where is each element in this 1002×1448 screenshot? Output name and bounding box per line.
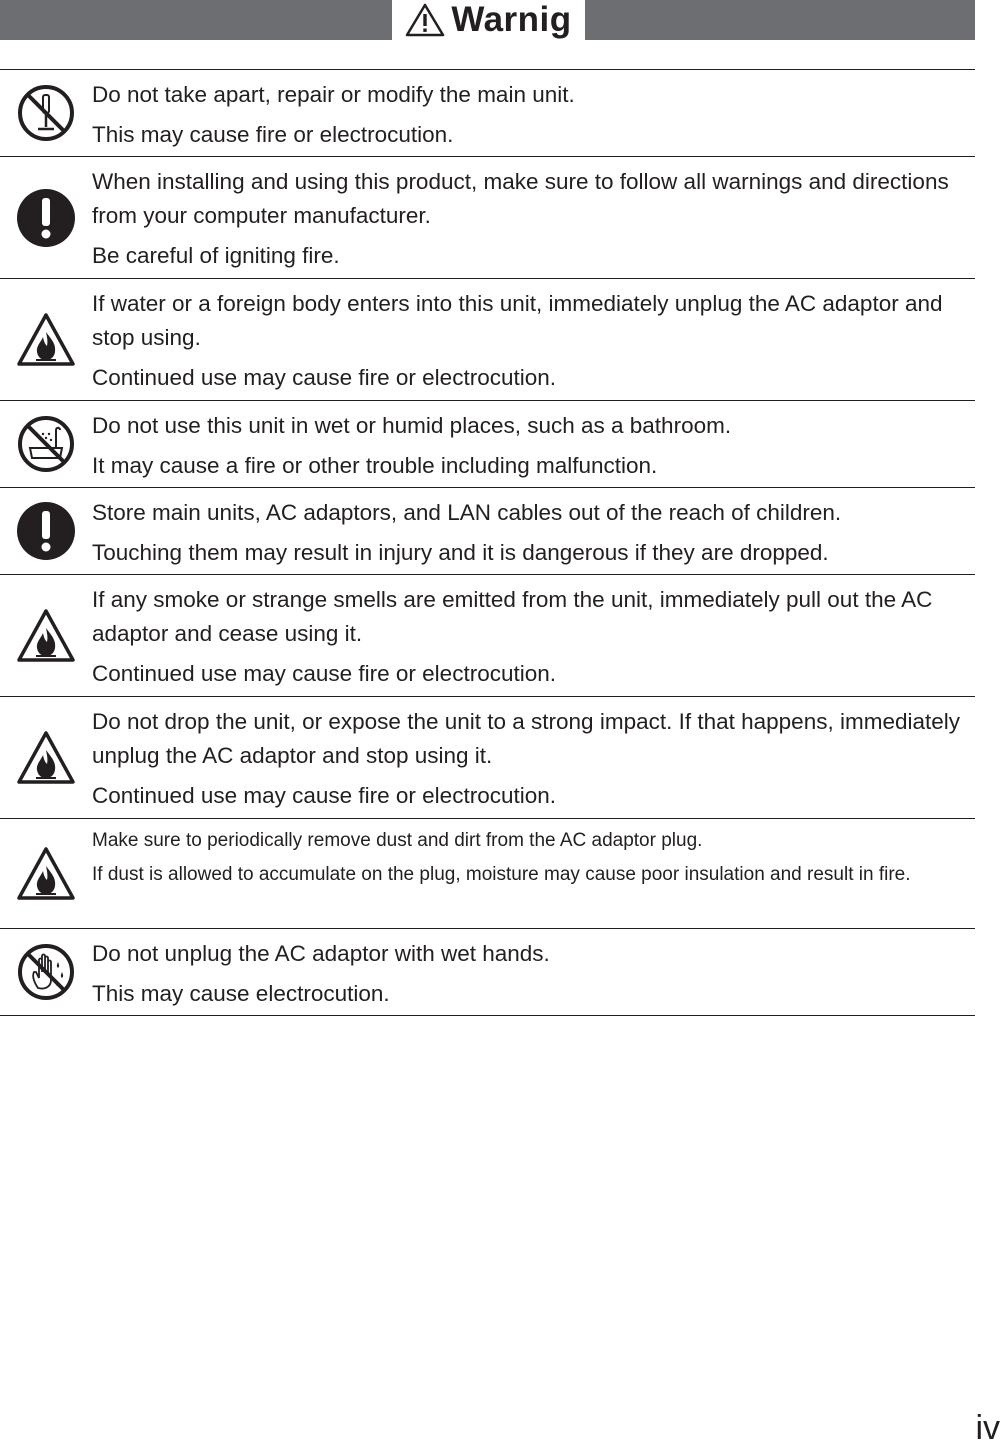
- warning-consequence: Continued use may cause fire or electrocution.: [92, 661, 556, 686]
- page-title: Warnig: [451, 0, 572, 39]
- warning-instruction: Make sure to periodically remove dust and dirt from the AC adaptor plug.: [92, 830, 703, 851]
- no-disassembly-icon: [16, 83, 76, 143]
- warning-consequence: If dust is allowed to accumulate on the plug, moisture may cause poor insulation and result in fire.: [92, 864, 911, 885]
- mandatory-exclamation-icon: [16, 188, 76, 248]
- fire-warning-icon: [16, 606, 76, 666]
- warning-triangle-icon: [405, 3, 445, 37]
- warning-row: [0, 575, 975, 697]
- warning-consequence: This may cause electrocution.: [92, 981, 390, 1006]
- header-title: [392, 0, 585, 40]
- warning-instruction: Do not take apart, repair or modify the main unit.: [92, 82, 575, 107]
- warning-row: [0, 70, 975, 157]
- warning-instruction: If any smoke or strange smells are emitted from the unit, immediately pull out the AC adaptor and cease using it.: [92, 587, 933, 646]
- warning-instruction: Store main units, AC adaptors, and LAN cables out of the reach of children.: [92, 500, 842, 525]
- warning-consequence: Touching them may result in injury and it is dangerous if they are dropped.: [92, 540, 829, 565]
- warning-instruction: Do not unplug the AC adaptor with wet hands.: [92, 941, 550, 966]
- warning-consequence: Be careful of igniting fire.: [92, 243, 340, 268]
- warning-row: [0, 929, 975, 1016]
- warning-row: [0, 157, 975, 279]
- warning-table: [0, 69, 975, 1016]
- page-number: iv: [975, 1409, 1000, 1447]
- warning-instruction: Do not drop the unit, or expose the unit to a strong impact. If that happens, immediately unplug the AC adaptor and stop using it.: [92, 709, 960, 768]
- warning-row: [0, 697, 975, 819]
- warning-row: [0, 819, 975, 929]
- warning-consequence: Continued use may cause fire or electrocution.: [92, 783, 556, 808]
- fire-warning-icon: [16, 844, 76, 904]
- warning-row: [0, 279, 975, 401]
- no-bathroom-icon: [16, 414, 76, 474]
- fire-warning-icon: [16, 728, 76, 788]
- no-wet-hands-icon: [16, 942, 76, 1002]
- warning-consequence: This may cause fire or electrocution.: [92, 122, 454, 147]
- warning-row: [0, 488, 975, 575]
- warning-row: [0, 401, 975, 488]
- fire-warning-icon: [16, 310, 76, 370]
- warning-instruction: When installing and using this product, make sure to follow all warnings and directions from your computer manufacturer.: [92, 169, 949, 228]
- warning-consequence: It may cause a fire or other trouble including malfunction.: [92, 453, 658, 478]
- warning-consequence: Continued use may cause fire or electrocution.: [92, 365, 556, 390]
- warning-instruction: Do not use this unit in wet or humid places, such as a bathroom.: [92, 413, 732, 438]
- warning-instruction: If water or a foreign body enters into this unit, immediately unplug the AC adaptor and stop using.: [92, 291, 943, 350]
- mandatory-exclamation-icon: [16, 501, 76, 561]
